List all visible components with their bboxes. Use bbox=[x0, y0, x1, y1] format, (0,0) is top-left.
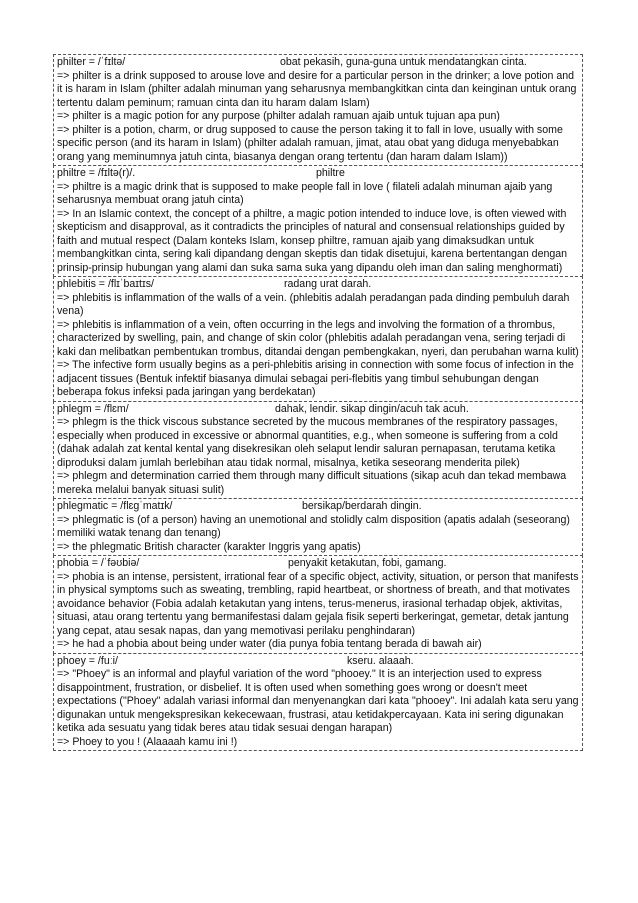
entry-header bbox=[57, 403, 580, 417]
dictionary-entry-phlegm bbox=[53, 401, 583, 500]
entry-line: => the phlegmatic British character (karakter Inggris yang apatis) bbox=[57, 540, 361, 553]
entry-meaning: bersikap/berdarah dingin. bbox=[302, 500, 422, 512]
entry-line: => philtre is a magic drink that is supposed to make people fall in love ( filateli adalah minuman ajaib yang seharusnya membuat orang jatuh cinta) bbox=[57, 180, 553, 206]
entry-header bbox=[57, 278, 580, 292]
entry-line: => phlegm and determination carried them through many difficult situations (sikap acuh dan tekad membawa mereka melalui banyak situasi sulit) bbox=[57, 470, 567, 496]
entry-term: philtre = /fɪltə(r)/. bbox=[57, 167, 136, 179]
entry-line: => phlegm is the thick viscous substance secreted by the mucous membranes of the respiratory passages, especially when produced in excessive or abnormal quantities, e.g., when someone is suffering from a cold (dahak adalah zat kental kental yang disekresikan oleh selaput lendir saluran pernapasan, terutama ketika diproduksi dalam jumlah berlebihan atau tidak normal, misalnya, ketika seseorang menderita pilek) bbox=[57, 416, 558, 469]
dictionary-entry-phlebitis bbox=[53, 276, 583, 402]
entry-line: => he had a phobia about being under water (dia punya fobia tentang berada di bawah air) bbox=[57, 638, 482, 650]
entry-header bbox=[57, 500, 580, 514]
entry-line: => In an Islamic context, the concept of a philtre, a magic potion intended to induce love, is often viewed with skepticism and disapproval, as it contradicts the principles of natural and consensual relationships guided by faith and mutual respect (Dalam konteks Islam, konsep philtre, ramuan ajaib yang dimaksudkan untuk membangkitkan cinta, sering kali dipandang dengan skeptis dan tidak disetujui, karena bertentangan dengan prinsip-prinsip hubungan yang alami dan suka sama suka yang dipandu oleh iman dan saling menghormati) bbox=[57, 207, 568, 274]
entry-line: => phlegmatic is (of a person) having an unemotional and stolidly calm disposition (apatis adalah (seseorang) memiliki watak tenang dan tenang) bbox=[57, 513, 570, 539]
entry-term: phoey = /fuːi/ bbox=[57, 654, 118, 667]
dictionary-entry-phobia bbox=[53, 555, 583, 654]
entry-line: => philter is a potion, charm, or drug supposed to cause the person taking it to fall in love, usually with some specific person (and its haram in Islam) (philter adalah ramuan, jimat, atau obat yang diduga menyebabkan orang yang meminumnya jatuh cinta, biasanya dengan orang tertentu (dan haram dalam Islam)) bbox=[57, 123, 563, 163]
entry-header bbox=[57, 56, 580, 70]
entry-term: phlegmatic = /flɛgˈmatɪk/ bbox=[57, 500, 173, 512]
dictionary-entry-phoey bbox=[53, 653, 583, 752]
entry-header bbox=[57, 557, 580, 571]
dictionary-entry-philtre bbox=[53, 165, 583, 277]
entry-meaning: obat pekasih, guna-guna untuk mendatangkan cinta. bbox=[280, 56, 527, 68]
dictionary-page bbox=[53, 55, 583, 751]
entry-meaning: philtre bbox=[316, 167, 345, 179]
entry-line: => phlebitis is inflammation of the walls of a vein. (phlebitis adalah peradangan pada dinding pembuluh darah vena) bbox=[57, 291, 570, 317]
entry-term: phobia = /ˈfəʊbiə/ bbox=[57, 557, 140, 569]
dictionary-entry-phlegmatic bbox=[53, 498, 583, 556]
entry-meaning: radang urat darah. bbox=[284, 278, 372, 290]
entry-line: => The infective form usually begins as a peri-phlebitis arising in connection with some focus of infection in the adjacent tissues (Bentuk infektif biasanya dimulai sebagai peri-flebitis yang timbul sehubungan dengan beberapa fokus infeksi pada jaringan yang berdekatan) bbox=[57, 359, 574, 398]
entry-line: => "Phoey" is an informal and playful variation of the word "phooey." It is an interjection used to express disappointment, frustration, or disbelief. It is often used when something goes wrong or doesn't meet expectations ("Phoey" adalah variasi informal dan menyenangkan dari kata "phooey". Ini adalah kata seru yang digunakan untuk mengekspresikan kekecewaan, frustrasi, atau ketidakpercayaan. Kata ini sering digunakan ketika ada sesuatu yang tidak beres atau tidak sesuai dengan harapan) bbox=[57, 668, 579, 734]
entry-term: philter = /ˈfɪltə/ bbox=[57, 56, 126, 68]
entry-meaning: dahak, lendir. sikap dingin/acuh tak acuh. bbox=[275, 402, 469, 415]
dictionary-entry-philter bbox=[53, 54, 583, 166]
entry-line: => phlebitis is inflammation of a vein, often occurring in the legs and involving the formation of a thrombus, characterized by swelling, pain, and change of skin color (phlebitis adalah peradangan vena, sering terjadi di kaki dan melibatkan pembentukan trombus, ditandai dengan pembengkakan, nyeri, dan perubahan warna kulit) bbox=[57, 318, 579, 358]
entry-header bbox=[57, 655, 580, 669]
entry-header bbox=[57, 167, 580, 181]
entry-term: phlegm = /flɛm/ bbox=[57, 402, 129, 415]
entry-meaning: kseru. alaaah. bbox=[347, 654, 414, 667]
entry-line: => Phoey to you ! (Alaaaah kamu ini !) bbox=[57, 735, 238, 748]
entry-line: => philter is a magic potion for any purpose (philter adalah ramuan ajaib untuk tujuan apa pun) bbox=[57, 110, 500, 122]
entry-line: => philter is a drink supposed to arouse love and desire for a particular person in the drinker; a love potion and it is haram in Islam (philter adalah minuman yang seharusnya membangkitkan cinta dan keinginan untuk orang tertentu dalam peminum; ramuan cinta dan itu haram dalam Islam) bbox=[57, 69, 577, 109]
entry-term: phlebitis = /flɪˈbaɪtɪs/ bbox=[57, 278, 154, 290]
entry-line: => phobia is an intense, persistent, irrational fear of a specific object, activity, situation, or person that manifests in physical symptoms such as sweating, trembling, rapid heartbeat, or shortness of breath, and that motivates avoidance behavior (Fobia adalah ketakutan yang intens, terus-menerus, irasional terhadap objek, aktivitas, situasi, atau orang tertentu yang bermanifestasi dalam gejala fisik seperti berkeringat, gemetar, detak jantung yang cepat, atau sesak napas, dan yang memotivasi perilaku penghindaran) bbox=[57, 570, 579, 637]
entry-meaning: penyakit ketakutan, fobi, gamang. bbox=[288, 557, 447, 569]
